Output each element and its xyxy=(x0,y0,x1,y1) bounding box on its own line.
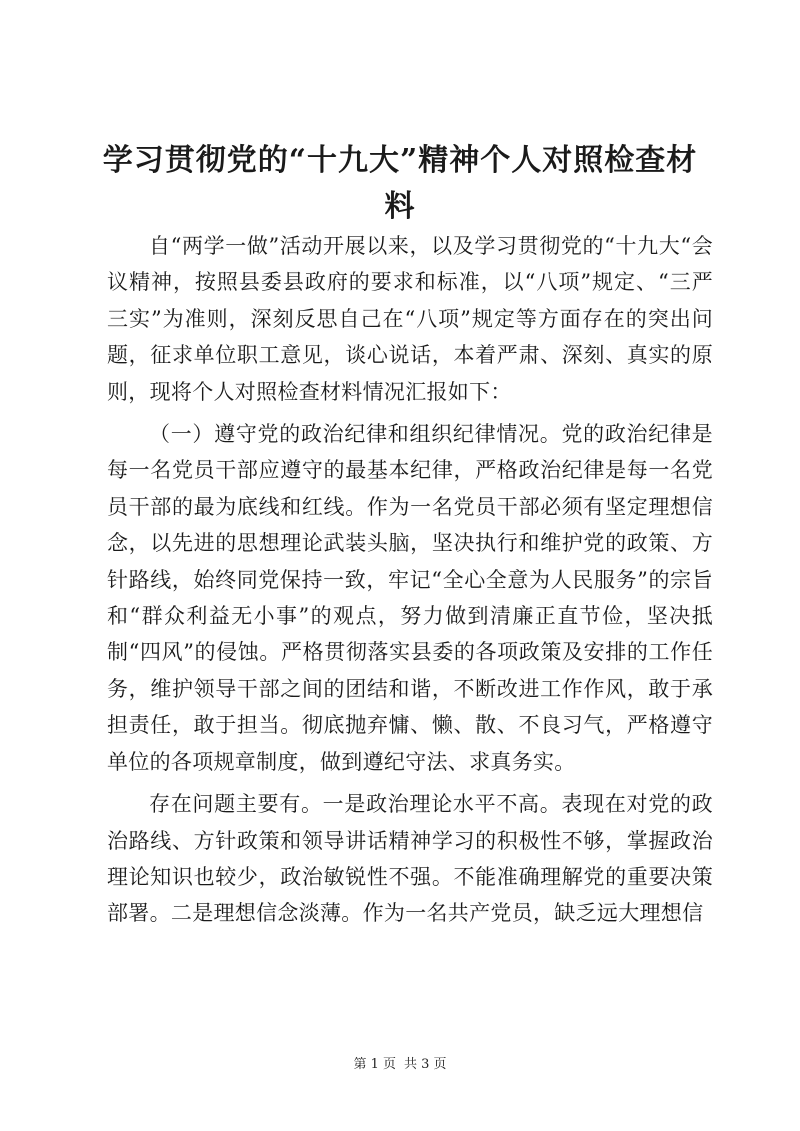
page-number-total: 共 3 页 xyxy=(404,1057,447,1072)
page-footer xyxy=(0,1056,800,1074)
page-number-current: 第 1 页 xyxy=(353,1057,396,1072)
paragraph-intro: 自“两学一做”活动开展以来，以及学习贯彻党的“十九大“会议精神，按照县委县政府的要求和标准，以“八项”规定、“三严三实”为准则，深刻反思自己在“八项”规定等方面存在的突出问题，征求单位职工意见，谈心说话，本着严肃、深刻、真实的原则，现将个人对照检查材料情况汇报如下： xyxy=(107,234,713,404)
document-title: 学习贯彻党的“十九大”精神个人对照检查材料 xyxy=(102,143,698,224)
paragraph-section-one: （一）遵守党的政治纪律和组织纪律情况。党的政治纪律是每一名党员干部应遵守的最基本纪律，严格政治纪律是每一名党员干部的最为底线和红线。作为一名党员干部必须有坚定理想信念，以先进的思想理论武装头脑，坚决执行和维护党的政策、方针路线，始终同党保持一致，牢记“全心全意为人民服务”的宗旨和“群众利益无小事”的观点，努力做到清廉正直节俭，坚决抵制“四风”的侵蚀。严格贯彻落实县委的各项政策及安排的工作任务，维护领导干部之间的团结和谐，不断改进工作作风，敢于承担责任，敢于担当。彻底抛弃慵、懒、散、不良习气，严格遵守单位的各项规章制度，做到遵纪守法、求真务实。 xyxy=(107,422,713,774)
paragraph-problems: 存在问题主要有。一是政治理论水平不高。表现在对党的政治路线、方针政策和领导讲话精神学习的积极性不够，掌握政治理论知识也较少，政治敏锐性不强。不能准确理解党的重要决策部署。二是理想信念淡薄。作为一名共产党员，缺乏远大理想信 xyxy=(107,792,713,926)
document-body xyxy=(107,228,713,932)
